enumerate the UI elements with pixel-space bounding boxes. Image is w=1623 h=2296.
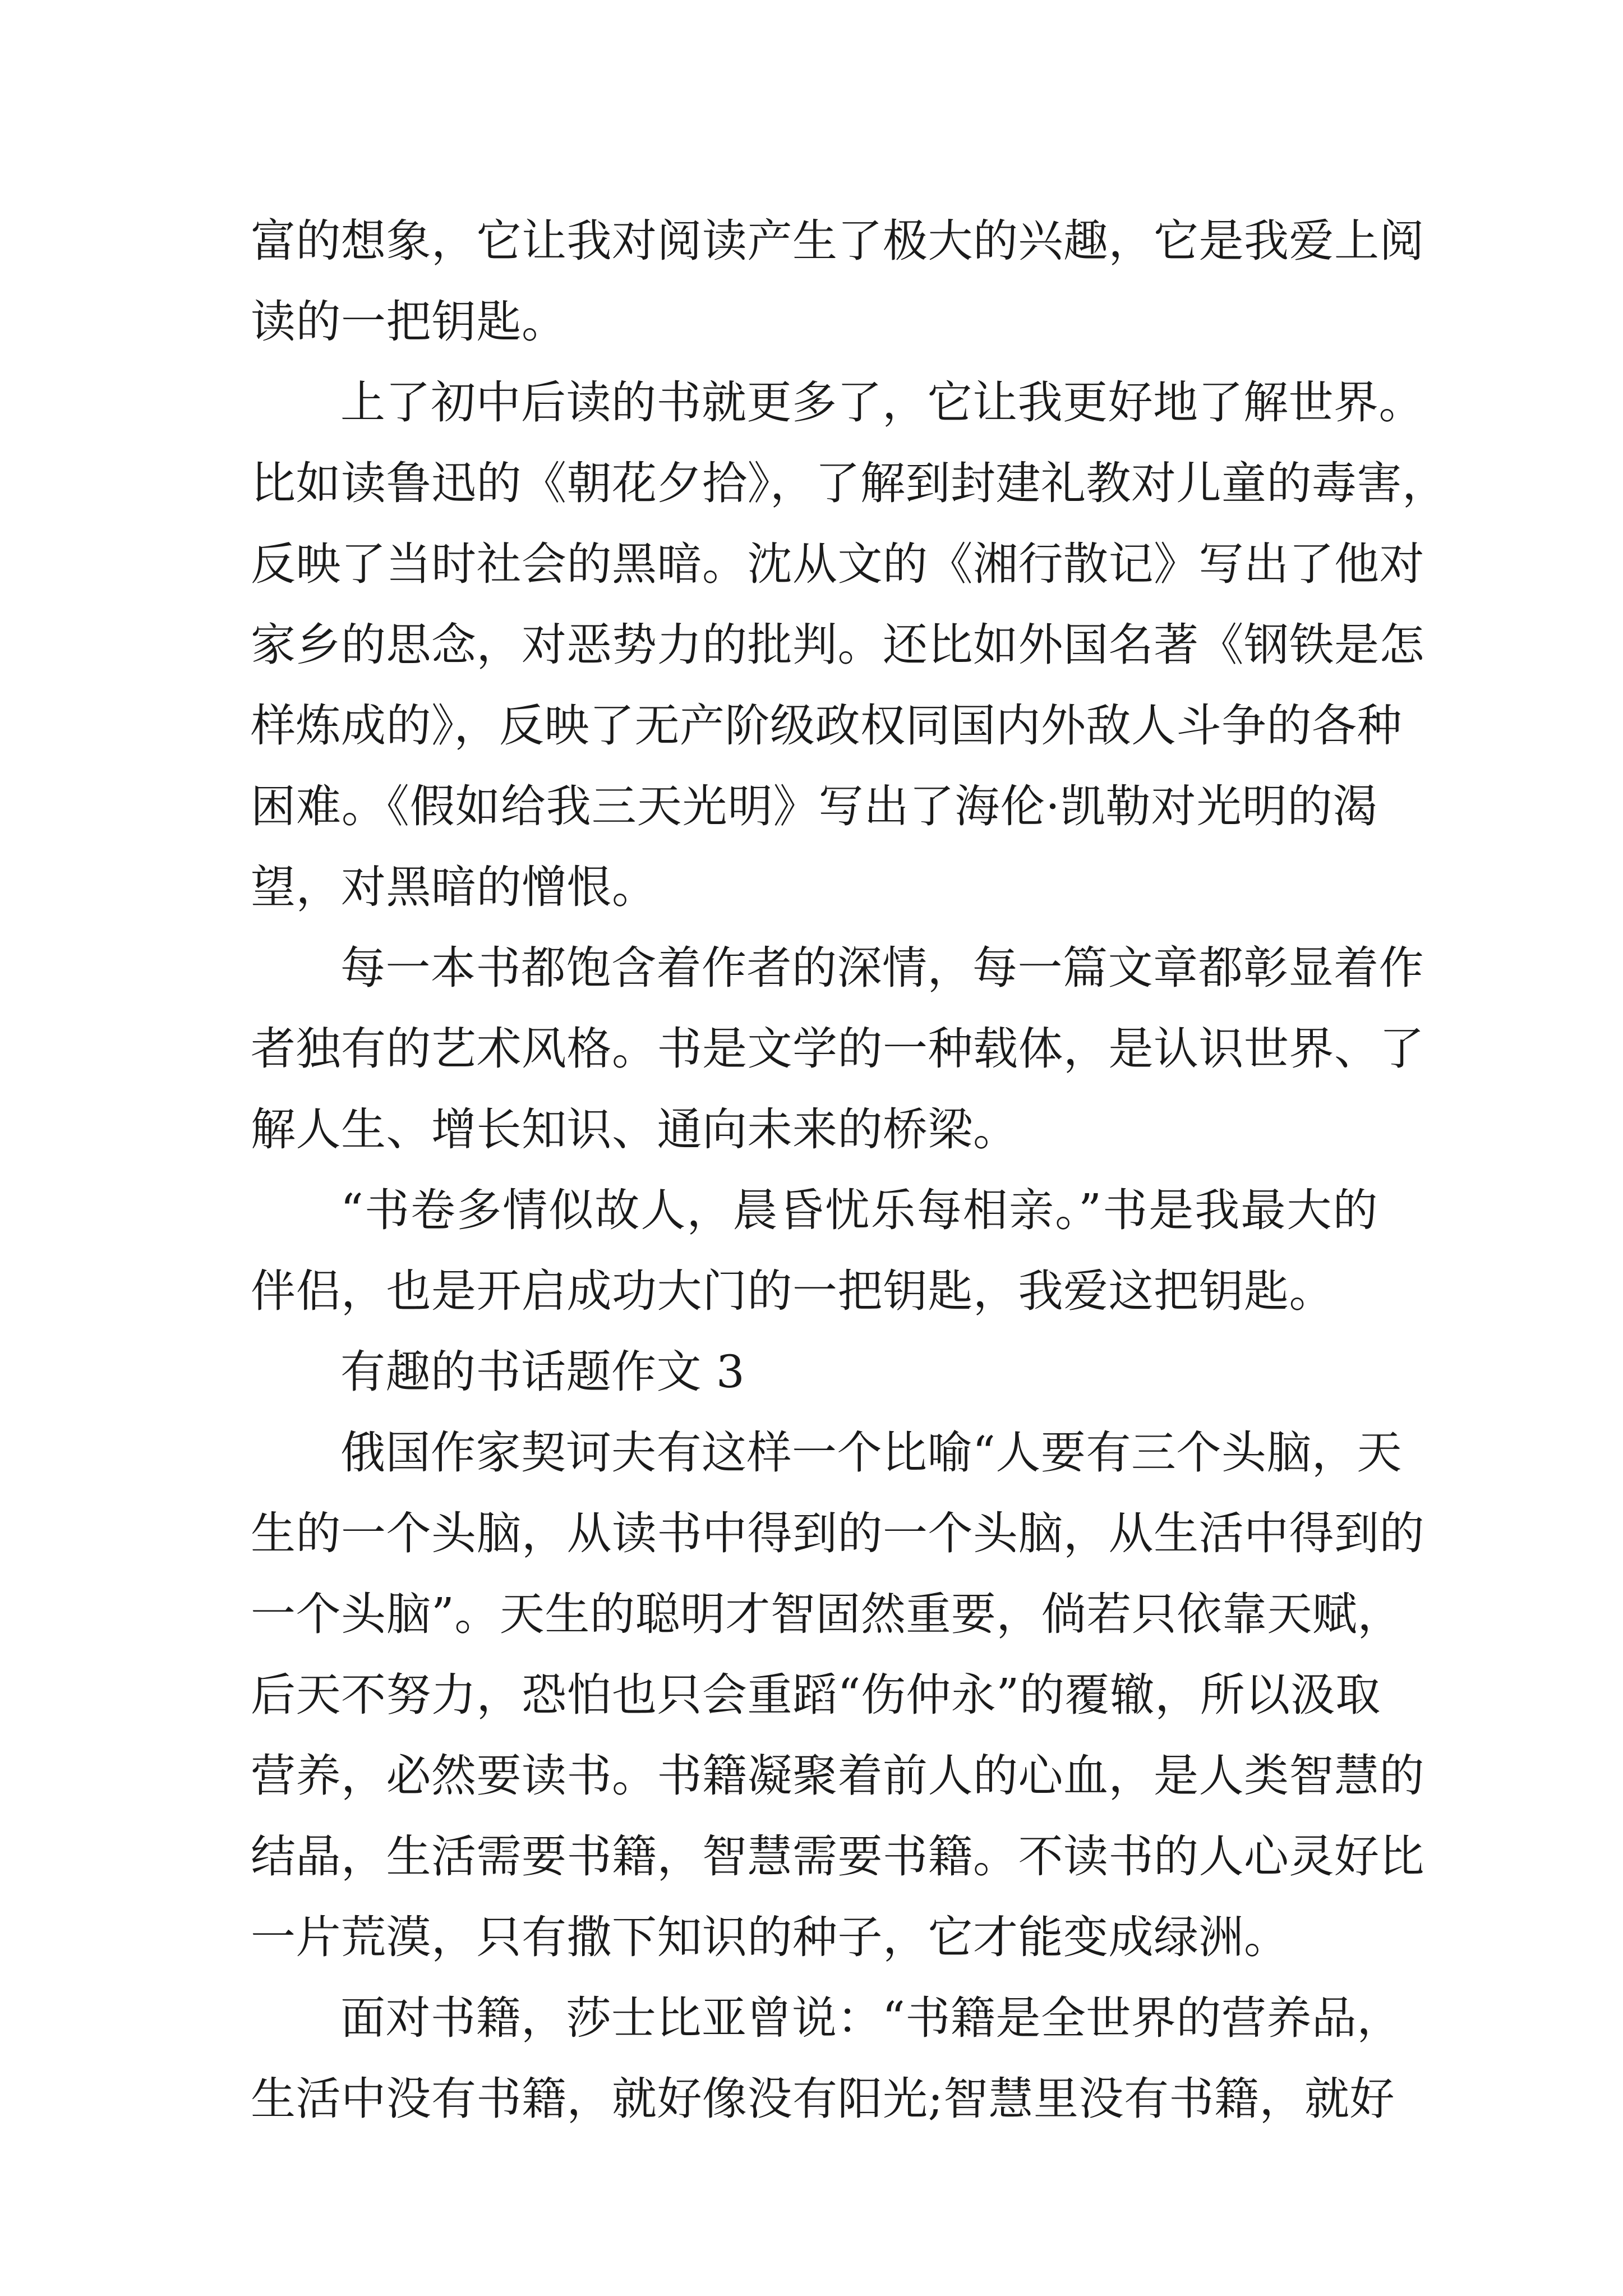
text-line: 望，对黑暗的憎恨。 <box>251 861 657 913</box>
paragraph-start-line: 俄国作家契诃夫有这样一个比喻“人要有三个头脑，天 <box>340 1427 1402 1479</box>
text-line: 读的一把钥匙。 <box>251 296 567 348</box>
text-line: 样炼成的》，反映了无产阶级政权同国内外敌人斗争的各种 <box>251 700 1402 752</box>
text-line: 营养，必然要读书。书籍凝聚着前人的心血，是人类智慧的 <box>251 1750 1424 1802</box>
text-line: 伴侣，也是开启成功大门的一把钥匙，我爱这把钥匙。 <box>251 1265 1334 1317</box>
section-heading: 有趣的书话题作文 3 <box>340 1346 745 1398</box>
paragraph-start-line: “书卷多情似故人，晨昏忧乐每相亲。”书是我最大的 <box>340 1184 1378 1236</box>
text-line: 反映了当时社会的黑暗。沈从文的《湘行散记》写出了他对 <box>251 538 1424 590</box>
text-line: 结晶，生活需要书籍，智慧需要书籍。不读书的人心灵好比 <box>251 1830 1424 1883</box>
text-line: 一个头脑”。天生的聪明才智固然重要，倘若只依靠天赋， <box>251 1588 1403 1640</box>
text-line: 解人生、增长知识、通向未来的桥梁。 <box>251 1103 1018 1156</box>
paragraph-start-line: 每一本书都饱含着作者的深情，每一篇文章都彰显着作 <box>340 942 1424 994</box>
text-line: 比如读鲁迅的《朝花夕拾》，了解到封建礼教对儿童的毒害， <box>251 457 1447 509</box>
text-line: 生的一个头脑，从读书中得到的一个头脑，从生活中得到的 <box>251 1507 1424 1559</box>
paragraph-start-line: 面对书籍，莎士比亚曾说：“书籍是全世界的营养品， <box>340 1992 1402 2044</box>
text-line: 富的想象，它让我对阅读产生了极大的兴趣，它是我爱上阅 <box>251 215 1424 267</box>
text-line: 后天不努力，恐怕也只会重蹈“伤仲永”的覆辙，所以汲取 <box>251 1669 1381 1721</box>
text-line: 者独有的艺术风格。书是文学的一种载体，是认识世界、了 <box>251 1023 1424 1075</box>
essay-body <box>251 201 1447 2139</box>
text-line: 困难。《假如给我三天光明》写出了海伦·凯勒对光明的渴 <box>251 780 1378 832</box>
text-line: 一片荒漠，只有撒下知识的种子，它才能变成绿洲。 <box>251 1911 1289 1963</box>
paragraph-start-line: 上了初中后读的书就更多了，它让我更好地了解世界。 <box>340 376 1424 429</box>
text-line: 生活中没有书籍，就好像没有阳光;智慧里没有书籍，就好 <box>251 2073 1395 2125</box>
text-line: 家乡的思念，对恶势力的批判。还比如外国名著《钢铁是怎 <box>251 619 1424 671</box>
